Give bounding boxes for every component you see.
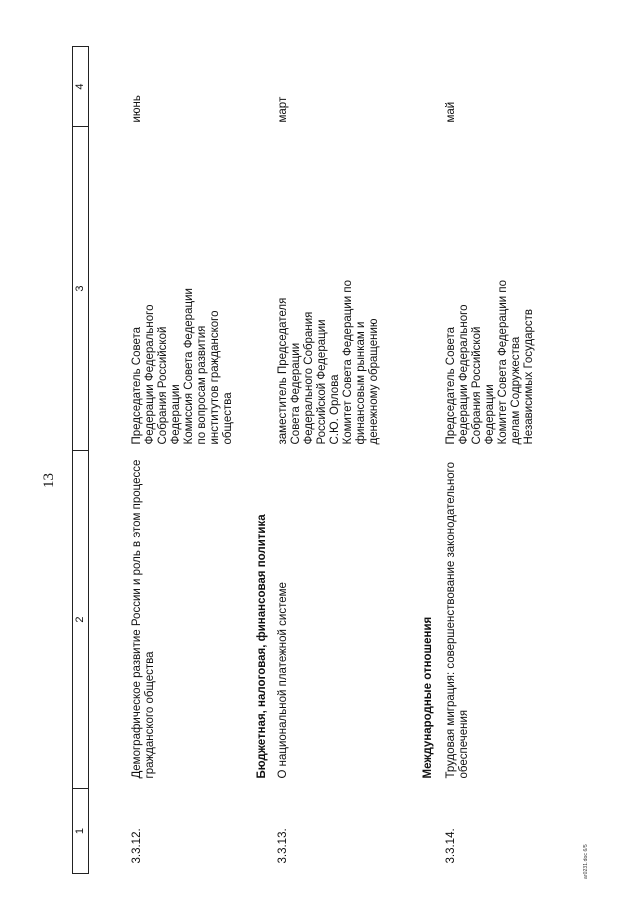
plan-table — [72, 46, 565, 874]
document-code: ar0231.doc 6/5 — [583, 844, 589, 879]
page-number: 13 — [41, 473, 57, 488]
item-responsible: Председатель Совета Федерации Федерального Собрания Российской Федерации Комиссия Совета Федерации по вопросам развития институтов гражданского общества — [131, 288, 234, 445]
header-row — [73, 47, 89, 874]
table-body — [89, 47, 566, 874]
item-term: май — [445, 101, 457, 123]
section-heading: Бюджетная, налоговая, финансовая политика — [256, 514, 268, 779]
header-col-1: 1 — [73, 789, 89, 874]
item-number: 3.3.13. — [277, 828, 289, 864]
item-responsible: заместитель Председателя Совета Федерации Федерального Собрания Российской Федерации С.Ю. Орлова Комитет Совета Федерации по финансовым рынкам и денежному обращению — [277, 280, 380, 445]
header-col-3: 3 — [73, 127, 89, 451]
item-topic: Демографическое развитие России и роль в этом процессе гражданского общества — [131, 459, 156, 779]
header-col-2: 2 — [73, 451, 89, 789]
item-term: июнь — [131, 95, 143, 123]
section-heading: Международные отношения — [422, 616, 434, 779]
item-responsible: Председатель Совета Федерации Федерального Собрания Российской Федерации Комитет Совета Федерации по делам Содружества Независимых Государств — [445, 280, 535, 445]
section-spacer — [413, 789, 437, 874]
table-header — [73, 47, 89, 874]
table-row — [89, 47, 250, 874]
section-heading-row — [249, 47, 271, 874]
item-number: 3.3.12. — [131, 828, 143, 864]
item-topic: О национальной платежной системе — [277, 582, 289, 779]
item-topic: Трудовая миграция: совершенствование законодательного обеспечения — [445, 461, 470, 779]
table-row — [271, 47, 413, 874]
section-heading-row — [413, 47, 437, 874]
item-term: март — [277, 96, 289, 123]
section-spacer — [249, 789, 271, 874]
table-row — [437, 47, 565, 874]
item-number: 3.3.14. — [445, 828, 457, 864]
header-col-4: 4 — [73, 47, 89, 127]
